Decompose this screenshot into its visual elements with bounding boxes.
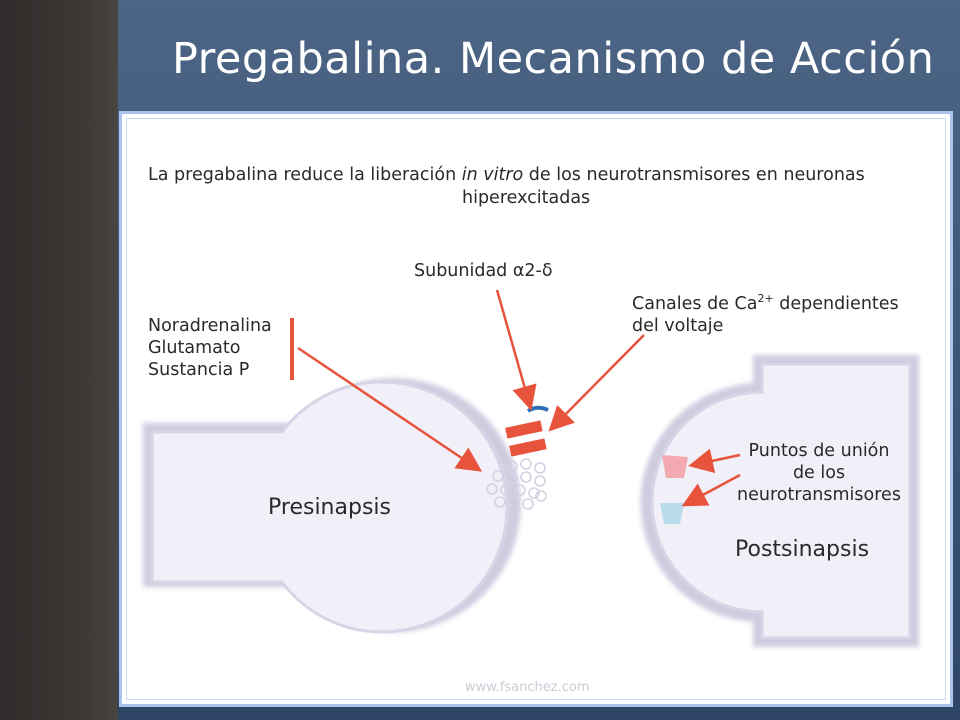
channels-label-line-1: Canales de $Ca^{2+}$ dependientes [632,292,899,314]
intro-line-1: La pregabalina reduce la liberación in vitro de los neurotransmisores en neuronas [148,165,865,185]
binding-sites-label-line-2: de los [792,463,846,483]
channels-label-line-2: del voltaje [632,316,724,336]
subunit-label: Subunidad α2-δ [414,261,553,281]
watermark: www.fsanchez.com [465,680,590,695]
arrow-subunit [497,290,530,406]
binding-sites-label-line-1: Puntos de unión [748,441,890,461]
calcium-channels [505,420,547,456]
binding-sites-label-line-3: neurotransmisores [737,485,901,505]
presynapse-label: Presinapsis [268,495,391,520]
alpha2-delta-subunit [528,408,548,411]
neurotransmitter-item: Glutamato [148,338,241,358]
neurotransmitter-item: Sustancia P [148,360,250,380]
postsynapse-label: Postsinapsis [735,537,870,562]
slide-title: Pregabalina. Mecanismo de Acción [172,34,935,84]
arrow-channels [552,335,644,428]
neurotransmitter-item: Noradrenalina [148,316,272,336]
intro-line-2: hiperexcitadas [462,188,591,208]
